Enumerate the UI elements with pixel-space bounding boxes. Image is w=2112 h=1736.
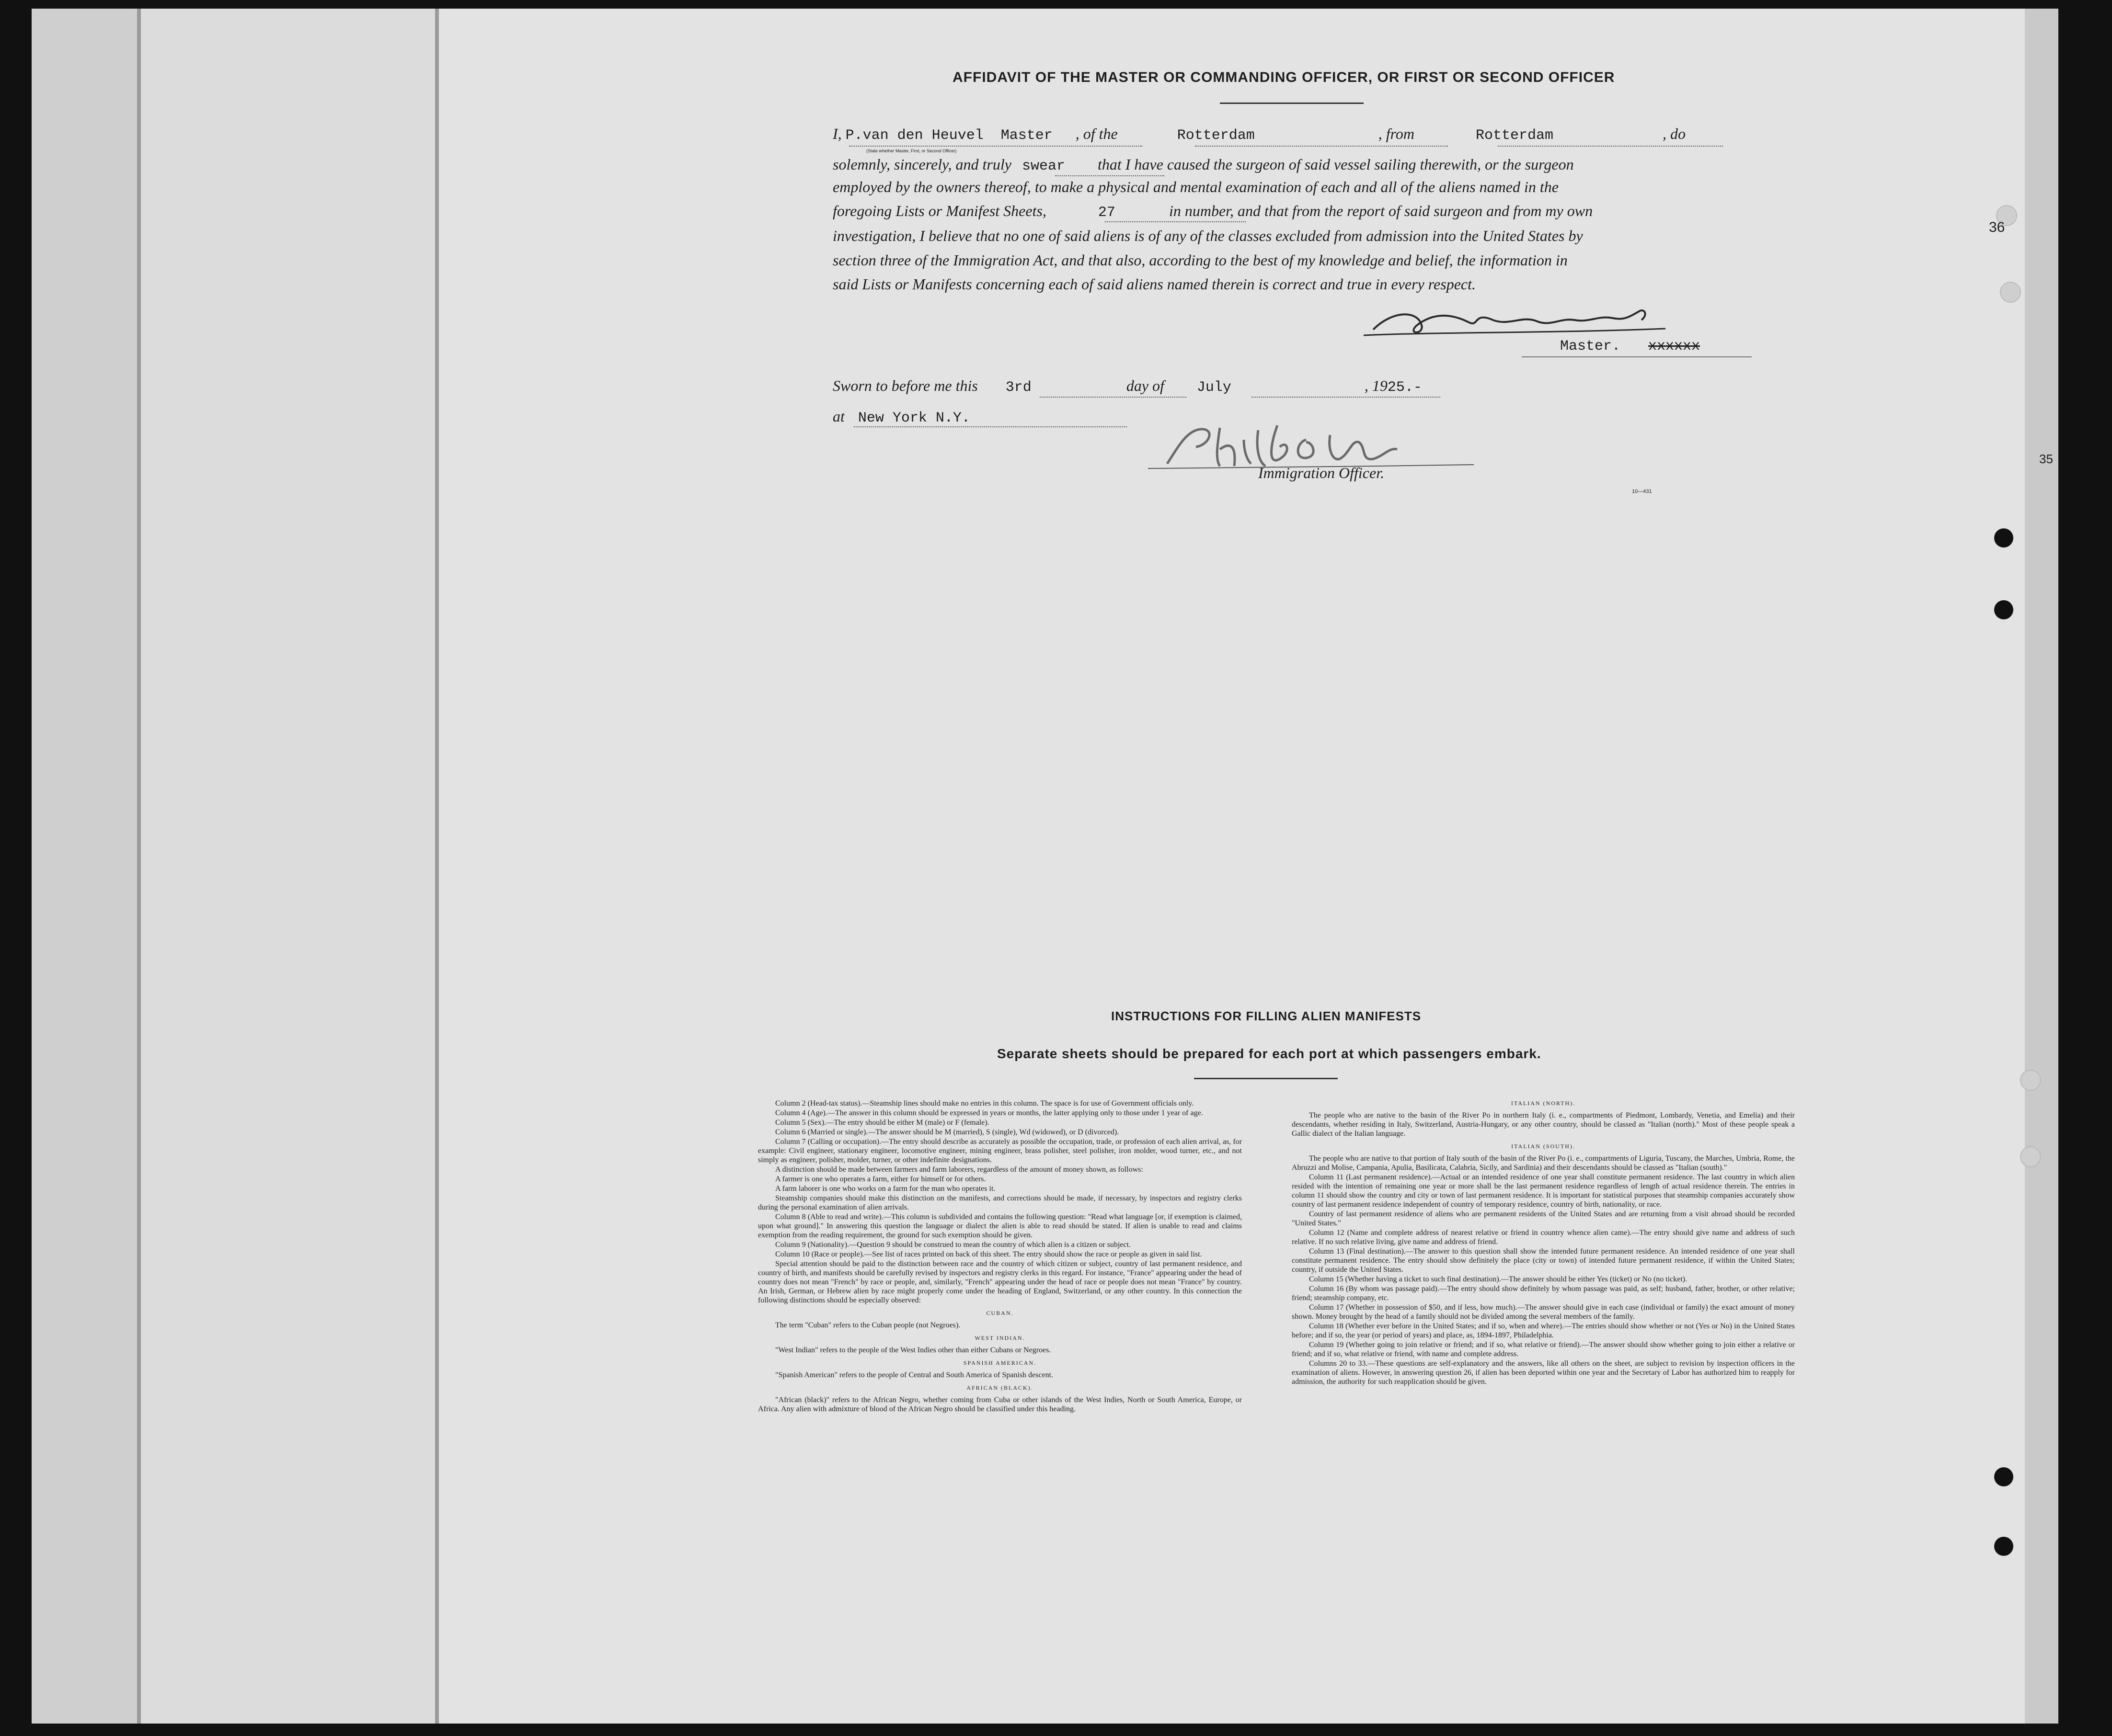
instruction-paragraph: Country of last permanent residence of aliens who are permanent residents of the United States and are returning from a visit abroad should be recorded "United States." bbox=[1292, 1210, 1795, 1227]
instruction-paragraph: Steamship companies should make this distinction on the manifests, and corrections should be made, if necessary, by inspectors and registry clerks during the personal examination of alien arrivals. bbox=[758, 1194, 1242, 1211]
instructions-subtitle: Separate sheets should be prepared for each port at which passengers embark. bbox=[997, 1046, 1541, 1061]
instruction-paragraph: Column 12 (Name and complete address of nearest relative or friend in country whence alien came).—The entry should give name and address of such relative. If no such relative living, give name and address of friend. bbox=[1292, 1229, 1795, 1246]
signature-title: Master. xxxxxx bbox=[1560, 338, 1700, 354]
sworn-line: Sworn to before me this 3rd day of July , 1925.- bbox=[833, 377, 1422, 396]
title-rule bbox=[1220, 103, 1364, 104]
affidavit-line-2: solemnly, sincerely, and truly swear that I have caused the surgeon of said vessel sailing therewith, or the surgeon bbox=[833, 156, 1574, 174]
instruction-paragraph: Column 13 (Final destination).—The answer to this question shall show the intended future permanent residence. An intended residence of one year shall constitute permanent residence. The entry should show definitely the place (city or town) of intended future permanent residence, if within the United States; country, if outside the United States. bbox=[1292, 1247, 1795, 1274]
instruction-paragraph: Column 8 (Able to read and write).—This column is subdivided and contains the following question: "Read what language [or, if exemption is claimed, upon what ground]." In answering this question the language or dialect the alien is able to read should be stated. If alien is unable to read and claims exemption from the reading requirement, the ground for such exemption should be given. bbox=[758, 1213, 1242, 1239]
departure-port: Rotterdam bbox=[1476, 127, 1554, 144]
instruction-paragraph: Column 5 (Sex).—The entry should be either M (male) or F (female). bbox=[775, 1119, 989, 1127]
instruction-paragraph: Column 4 (Age).—The answer in this column should be expressed in years or months, the latter applying only to those under 1 year of age. bbox=[775, 1109, 1203, 1117]
affidavit-line-5: investigation, I believe that no one of said aliens is of any of the classes excluded from admission into the United States by bbox=[833, 227, 1583, 244]
binder-hole bbox=[1994, 1537, 2013, 1556]
binder-hole bbox=[2020, 1146, 2041, 1167]
instruction-paragraph: Column 7 (Calling or occupation).—The entry should describe as accurately as possible the occupation, trade, or profession of each alien arrival, as, for example: Civil engineer, stationary engineer, locomotive engineer, mining engineer, brass polisher, steel polisher, iron molder, wood turner, etc., and not simply as engineer, polisher, molder, turner, or other indefinite designations. bbox=[758, 1138, 1242, 1164]
section-heading: CUBAN. bbox=[986, 1310, 1014, 1316]
binder-hole bbox=[2020, 1070, 2041, 1091]
instruction-paragraph: "African (black)" refers to the African Negro, whether coming from Cuba or other islands of the West Indies, North or South America, Europe, or Africa. Any alien with admixture of blood of the African Negro should be classified under this heading. bbox=[758, 1396, 1242, 1413]
instruction-paragraph: Columns 20 to 33.—These questions are self-explanatory and the answers, like all others on the sheet, are subject to revision by inspection officers in the examination of aliens. However, in answering question 26, if alien has been deported within one year and the Secretary of Labor has authorized him to reapply for admission, the authority for such reapplication should be given. bbox=[1292, 1359, 1795, 1386]
binder-hole bbox=[1994, 528, 2013, 548]
margin-number: 36 bbox=[1989, 219, 2005, 235]
instruction-paragraph: A distinction should be made between farmers and farm laborers, regardless of the amount of money shown, as follows: bbox=[775, 1165, 1143, 1174]
affidavit-line-6: section three of the Immigration Act, and that also, according to the best of my knowledge and belief, the information in bbox=[833, 251, 1568, 269]
instruction-paragraph: "Spanish American" refers to the people of Central and South America of Spanish descent. bbox=[775, 1371, 1054, 1379]
instruction-paragraph: Column 18 (Whether ever before in the United States; and if so, when and where).—The entries should show whether or not (Yes or No) in the United States before; and if so, the year (or period of years) and place, as, 1894-1897, Philadelphia. bbox=[1292, 1322, 1795, 1339]
affidavit-line-1: I, P.van den Heuvel Master , of the Rotterdam , from Rotterdam , do bbox=[833, 125, 1686, 144]
officer-name: P.van den Heuvel bbox=[845, 127, 984, 144]
instruction-paragraph: Column 10 (Race or people).—See list of races printed on back of this sheet. The entry should show the race or people as given in said list. bbox=[775, 1250, 1202, 1258]
instruction-paragraph: Special attention should be paid to the distinction between race and the country of which citizen or subject, country of last permanent residence, and country of birth, and manifests should be carefully revised by inspectors and registry clerks in this regard. For instance, "France" appearing under the head of country does not mean "French" by race or people, and, similarly, "French" appearing under the head of race or people does not mean "France" by country. An Irish, German, or Hebrew alien by race might properly come under the heading of England, Switzerland, or any other country. In this connection the following distinctions should be especially observed: bbox=[758, 1260, 1242, 1304]
master-signature bbox=[1364, 301, 1670, 344]
section-heading: AFRICAN (BLACK). bbox=[966, 1384, 1033, 1391]
instruction-paragraph: Column 6 (Married or single).—The answer should be M (married), S (single), Wd (widowed), or D (divorced). bbox=[775, 1128, 1119, 1136]
affidavit-line-7: said Lists or Manifests concerning each of said aliens named therein is correct and true in every respect. bbox=[833, 275, 1476, 293]
affidavit-title: AFFIDAVIT OF THE MASTER OR COMMANDING OFFICER, OR FIRST OR SECOND OFFICER bbox=[953, 69, 1615, 85]
instruction-paragraph: The people who are native to that portion of Italy south of the basin of the River Po (i. e., compartments of Liguria, Tuscany, the Marches, Umbria, Rome, the Abruzzi and Molise, Campania, Apulia, Basilicata, Calabria, Sicily, and Sardinia) and their descendants should be classed as "Italian (south)." bbox=[1292, 1154, 1795, 1172]
sworn-day: 3rd bbox=[1005, 379, 1032, 396]
affidavit-line-4: foregoing Lists or Manifest Sheets, 27 in number, and that from the report of said surgeon and from my own bbox=[833, 202, 1593, 221]
sworn-year: 25.- bbox=[1387, 379, 1422, 396]
page-divider bbox=[137, 9, 141, 1724]
instructions-title: INSTRUCTIONS FOR FILLING ALIEN MANIFESTS bbox=[1111, 1009, 1422, 1023]
instructions-right-column bbox=[1292, 1099, 1795, 1387]
section-heading: WEST INDIAN. bbox=[975, 1335, 1025, 1341]
document-page bbox=[32, 9, 2058, 1724]
binder-hole bbox=[1994, 600, 2013, 619]
instruction-paragraph: A farmer is one who operates a farm, either for himself or for others. bbox=[775, 1175, 986, 1183]
right-page-edge bbox=[2025, 9, 2058, 1724]
instruction-paragraph: A farm laborer is one who works on a farm for the man who operates it. bbox=[775, 1185, 996, 1193]
instructions-rule bbox=[1194, 1078, 1338, 1079]
instruction-paragraph: Column 9 (Nationality).—Question 9 should be construed to mean the country of which alien is a citizen or subject. bbox=[775, 1241, 1131, 1249]
margin-number: 35 bbox=[2039, 452, 2053, 466]
form-code: 10—431 bbox=[1632, 489, 1652, 494]
sheet-count: 27 bbox=[1098, 205, 1115, 221]
at-line: at New York N.Y. bbox=[833, 408, 970, 426]
officer-rank: Master bbox=[1000, 127, 1053, 144]
instruction-paragraph: Column 19 (Whether going to join relative or friend; and if so, what relative or friend).—The answer should show whether going to join either a relative or friend; and if so, what relative or friend, with name and complete address. bbox=[1292, 1341, 1795, 1358]
instruction-paragraph: The term "Cuban" refers to the Cuban people (not Negroes). bbox=[775, 1321, 961, 1329]
sworn-place: New York N.Y. bbox=[858, 410, 970, 426]
left-page-strip bbox=[32, 9, 137, 1724]
page-divider bbox=[435, 9, 439, 1724]
instruction-paragraph: Column 16 (By whom was passage paid).—The entry should show definitely by whom passage was paid, as self; husband, father, brother, or other relative; friend; steamship company, etc. bbox=[1292, 1285, 1795, 1302]
binder-hole bbox=[2000, 282, 2021, 303]
oath-word: swear bbox=[1022, 158, 1065, 174]
binder-hole bbox=[1994, 1467, 2013, 1486]
section-heading: ITALIAN (SOUTH). bbox=[1511, 1143, 1575, 1150]
instruction-paragraph: Column 2 (Head-tax status).—Steamship lines should make no entries in this column. The space is for use of Government officials only. bbox=[775, 1099, 1194, 1108]
instructions-left-column bbox=[758, 1099, 1242, 1414]
struck-title: xxxxxx bbox=[1648, 338, 1700, 354]
rank-note: (State whether Master, First, or Second Officer) bbox=[866, 148, 957, 153]
instruction-paragraph: "West Indian" refers to the people of the West Indies other than either Cubans or Negroes. bbox=[775, 1346, 1051, 1354]
sworn-month: July bbox=[1196, 379, 1231, 396]
instruction-paragraph: The people who are native to the basin of the River Po in northern Italy (i. e., compartments of Piedmont, Lombardy, Venetia, and Emelia) and their descendants, whether residing in Italy, Switzerland, Austria-Hungary, or any other country, should be classed as "Italian (north)." Most of these people speak a Gallic dialect of the Italian language. bbox=[1292, 1111, 1795, 1138]
instruction-paragraph: Column 17 (Whether in possession of $50, and if less, how much).—The answer should give in each case (individual or family) the exact amount of money shown. Money brought by the head of a family should not be divided among the several members of the family. bbox=[1292, 1303, 1795, 1321]
immigration-officer-title: Immigration Officer. bbox=[1258, 464, 1385, 481]
section-heading: SPANISH AMERICAN. bbox=[963, 1359, 1037, 1366]
section-heading: ITALIAN (NORTH). bbox=[1511, 1100, 1576, 1107]
affidavit-line-3: employed by the owners thereof, to make a physical and mental examination of each and all of the aliens named in the bbox=[833, 178, 1559, 195]
instruction-paragraph: Column 11 (Last permanent residence).—Actual or an intended residence of one year shall constitute permanent residence. The last country in which alien resided with the intention of remaining one year or more shall be the last permanent residence regardless of length of actual residence therein. The entries in column 11 should show the country and city or town of last permanent residence. It is important for statistical purposes that steamship companies accurately show country of last permanent residence independent of country of temporary residence, country of birth, nationality, or race. bbox=[1292, 1173, 1795, 1209]
instruction-paragraph: Column 15 (Whether having a ticket to such final destination).—The answer should be either Yes (ticket) or No (no ticket). bbox=[1309, 1275, 1687, 1283]
vessel-name: Rotterdam bbox=[1177, 127, 1255, 144]
